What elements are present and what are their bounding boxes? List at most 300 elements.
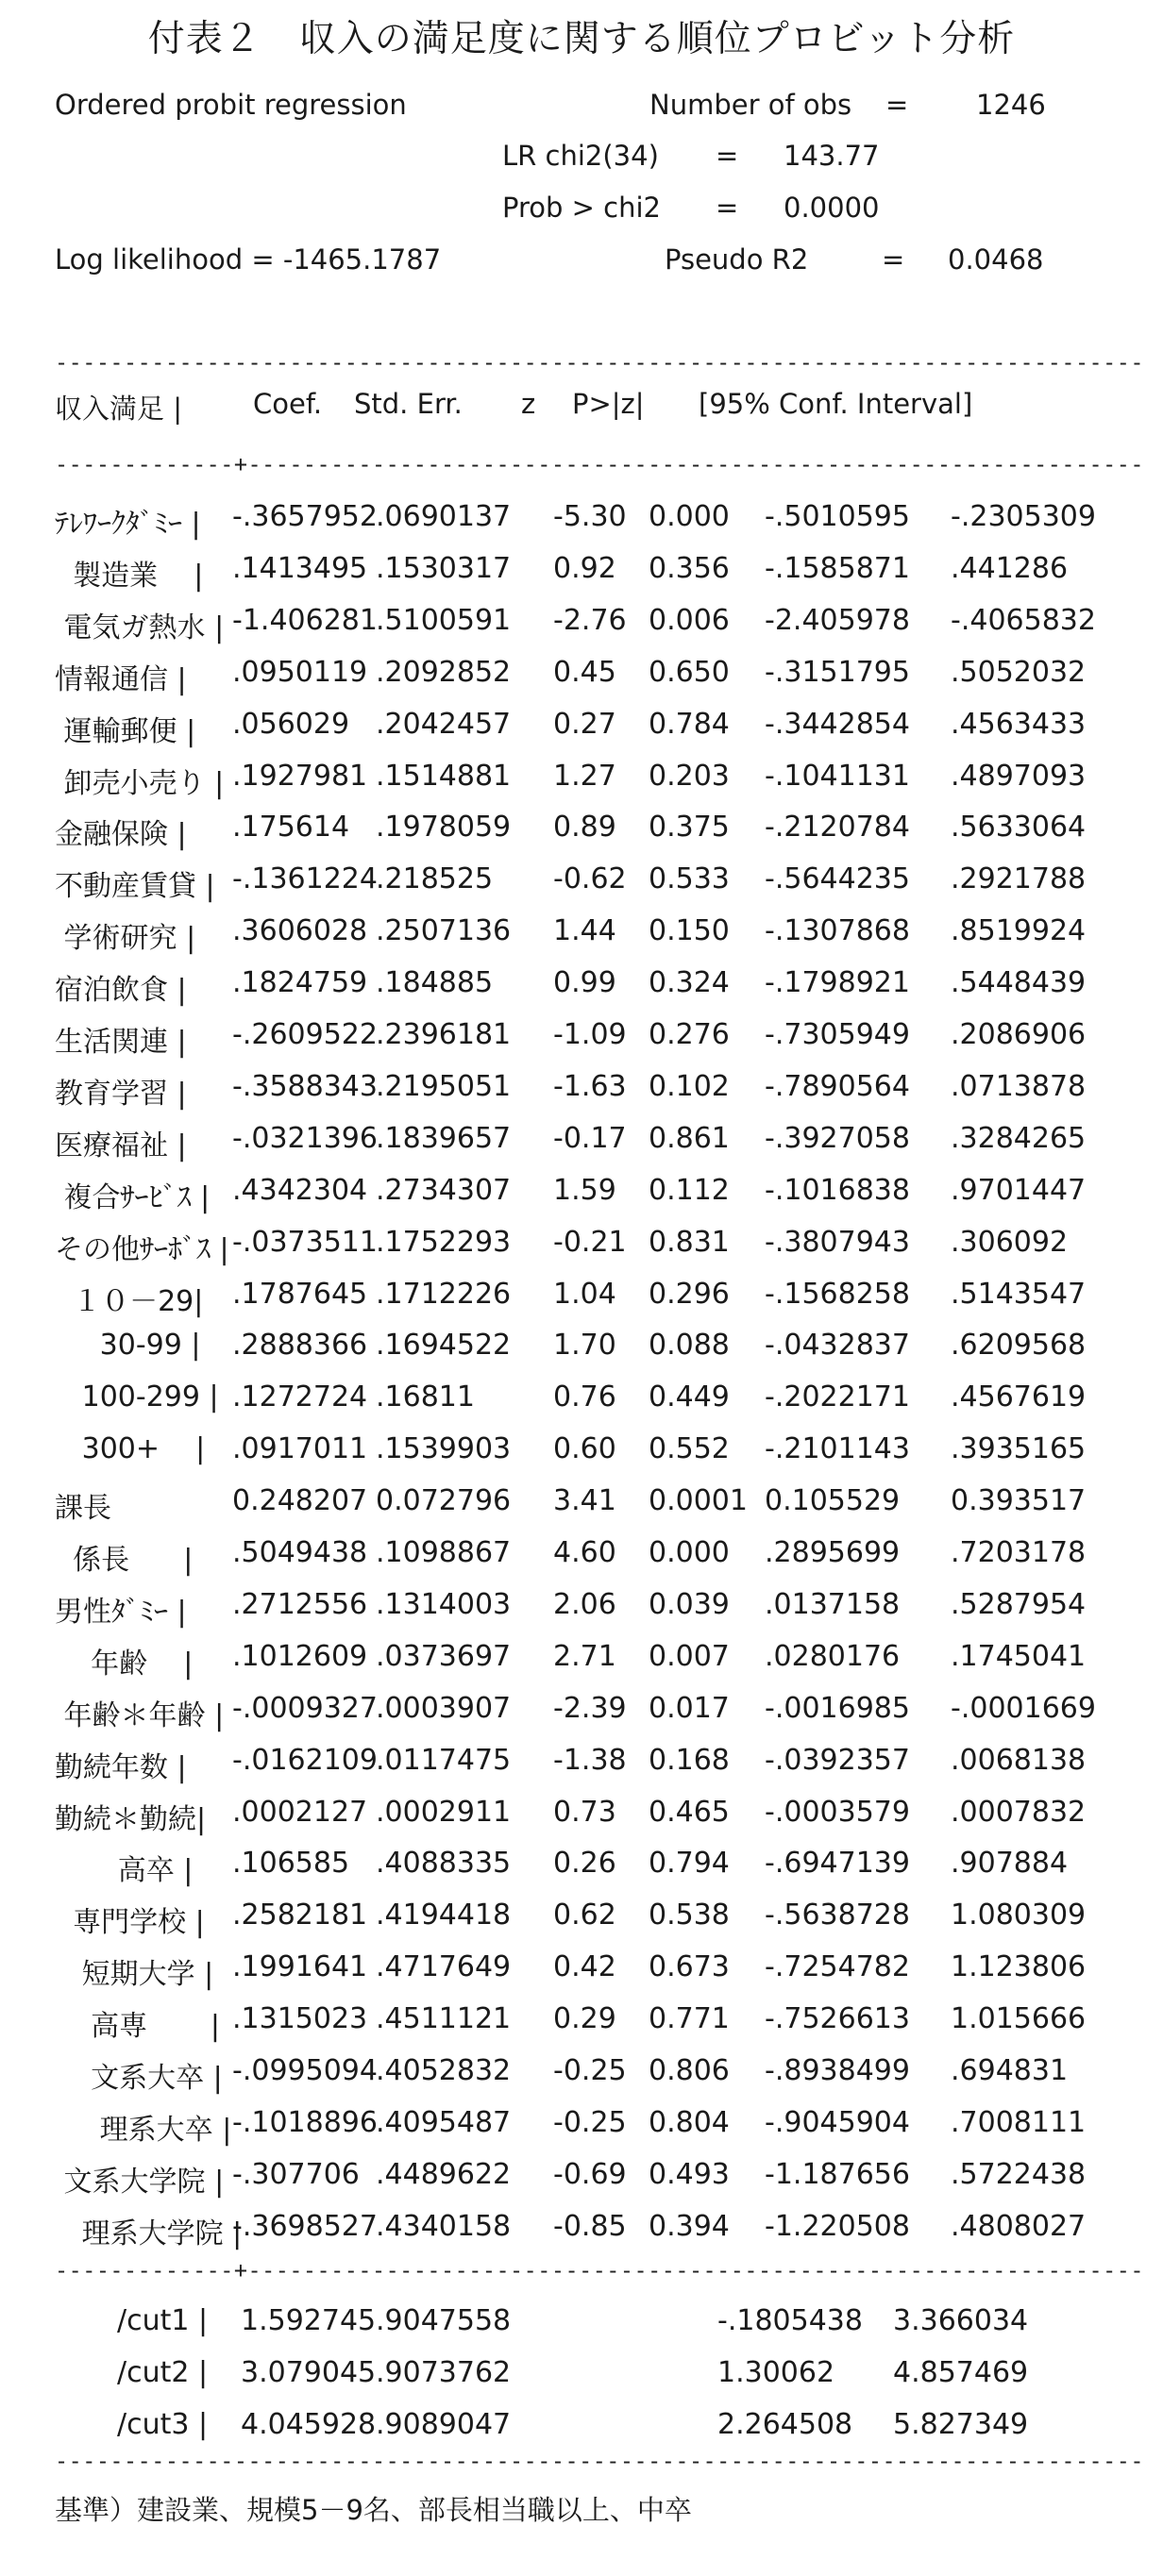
table-row bbox=[0, 1226, 1163, 1277]
ci-high-cell: .0713878 bbox=[951, 1069, 1087, 1103]
p-cell: 0.203 bbox=[649, 759, 730, 793]
ci-low-cell: -.1798921 bbox=[765, 966, 910, 1000]
table-row bbox=[0, 1174, 1163, 1225]
table-row bbox=[0, 500, 1163, 551]
row-label: 不動産賃貸 | bbox=[55, 870, 215, 904]
z-cell: 3.41 bbox=[553, 1484, 616, 1518]
se-cell: .4511121 bbox=[376, 2002, 512, 2036]
se-cell: .1978059 bbox=[376, 811, 512, 845]
table-row bbox=[0, 1278, 1163, 1329]
row-label: １０－29| bbox=[55, 1284, 204, 1318]
row-label: 男性ﾀﾞﾐｰ | bbox=[55, 1595, 187, 1629]
p-cell: 0.493 bbox=[649, 2157, 730, 2191]
se-cell: .2092852 bbox=[376, 655, 512, 689]
row-label: 学術研究 | bbox=[55, 922, 196, 956]
p-cell: 0.017 bbox=[649, 1691, 730, 1725]
coef-cell: .175614 bbox=[232, 811, 350, 845]
table-row bbox=[0, 966, 1163, 1017]
se-cell: .2396181 bbox=[376, 1018, 512, 1051]
ci-low-cell: -.7254782 bbox=[765, 1950, 910, 1984]
p-cell: 0.394 bbox=[649, 2209, 730, 2243]
se-cell: .4489622 bbox=[376, 2157, 512, 2191]
ci-low-cell: -.1307868 bbox=[765, 914, 910, 948]
ci-high-cell: .7008111 bbox=[951, 2105, 1087, 2139]
z-cell: 0.73 bbox=[553, 1795, 616, 1829]
ci-high-cell: .5722438 bbox=[951, 2157, 1087, 2191]
ci-low-cell: -.1016838 bbox=[765, 1173, 910, 1207]
p-cell: 0.650 bbox=[649, 655, 730, 689]
se-cell: .4052832 bbox=[376, 2054, 512, 2087]
ci-high-cell: 1.123806 bbox=[951, 1950, 1087, 1984]
coef-cell: -.3698527 bbox=[232, 2209, 378, 2243]
coef-cell: 1.592745 bbox=[241, 2304, 377, 2337]
ci-low-cell: .2895699 bbox=[765, 1536, 901, 1569]
se-cell: .9073762 bbox=[376, 2356, 512, 2389]
coef-cell: .3606028 bbox=[232, 914, 368, 948]
cut-label: /cut2 | bbox=[117, 2356, 209, 2389]
se-cell: .1839657 bbox=[376, 1121, 512, 1155]
coef-cell: -.1361224 bbox=[232, 862, 378, 896]
coef-cell: .0950119 bbox=[232, 655, 368, 689]
p-cell: 0.552 bbox=[649, 1432, 730, 1466]
ci-low-cell: -.5638728 bbox=[765, 1899, 910, 1932]
table-row bbox=[0, 1692, 1163, 1743]
row-label: 理系大卒 | bbox=[55, 2113, 232, 2147]
ci-high-cell: .3935165 bbox=[951, 1432, 1087, 1466]
p-cell: 0.168 bbox=[649, 1743, 730, 1777]
ci-high-cell: .0007832 bbox=[951, 1795, 1087, 1829]
coef-cell: .1272724 bbox=[232, 1380, 368, 1414]
table-row bbox=[0, 1329, 1163, 1380]
z-cell: 2.06 bbox=[553, 1587, 616, 1621]
table-row bbox=[0, 1018, 1163, 1069]
ci-high-cell: .4563433 bbox=[951, 707, 1087, 741]
se-cell: .1712226 bbox=[376, 1277, 512, 1311]
table-row bbox=[0, 708, 1163, 759]
row-label: 理系大学院 | bbox=[55, 2216, 243, 2250]
se-cell: .2042457 bbox=[376, 707, 512, 741]
ci-low-cell: -1.220508 bbox=[765, 2209, 910, 2243]
separator-header: -------------+----------------------------------------------------------------- bbox=[55, 451, 1144, 477]
row-label: 電気ガ熱水 | bbox=[55, 611, 225, 644]
ci-low-cell: -.3927058 bbox=[765, 1121, 910, 1155]
se-cell: .9047558 bbox=[376, 2304, 512, 2337]
table-row bbox=[0, 1950, 1163, 2001]
p-cell: 0.861 bbox=[649, 1121, 730, 1155]
ci-high-cell: .441286 bbox=[951, 551, 1069, 585]
z-cell: -1.63 bbox=[553, 1069, 627, 1103]
z-cell: 2.71 bbox=[553, 1639, 616, 1673]
p-cell: 0.296 bbox=[649, 1277, 730, 1311]
ci-low-cell: -.5010595 bbox=[765, 500, 910, 533]
row-label: 宿泊飲食 | bbox=[55, 974, 187, 1008]
table-row bbox=[0, 1432, 1163, 1483]
z-cell: 0.76 bbox=[553, 1380, 616, 1414]
z-cell: -2.39 bbox=[553, 1691, 627, 1725]
ci-high-cell: .5633064 bbox=[951, 811, 1087, 845]
lr-label: LR chi2(34) bbox=[502, 140, 659, 172]
p-cell: 0.000 bbox=[649, 500, 730, 533]
table-row bbox=[0, 656, 1163, 707]
coef-cell: .5049438 bbox=[232, 1536, 368, 1569]
ci-low-cell: -.0016985 bbox=[765, 1691, 910, 1725]
ci-high-cell: .3284265 bbox=[951, 1121, 1087, 1155]
cut-label: /cut3 | bbox=[117, 2408, 209, 2441]
ci-high-cell: .9701447 bbox=[951, 1173, 1087, 1207]
row-label: 卸売小売り | bbox=[55, 766, 225, 800]
table-row bbox=[0, 2158, 1163, 2209]
ci-high-cell: 1.015666 bbox=[951, 2002, 1087, 2036]
prob-value: 0.0000 bbox=[784, 192, 880, 224]
ci-high-cell: -.0001669 bbox=[951, 1691, 1096, 1725]
table-row bbox=[0, 1588, 1163, 1639]
p-cell: 0.533 bbox=[649, 862, 730, 896]
ci-high-cell: 4.857469 bbox=[893, 2356, 1029, 2389]
coef-cell: -.3657952 bbox=[232, 500, 378, 533]
se-cell: .1694522 bbox=[376, 1329, 512, 1363]
ci-low-cell: -.2120784 bbox=[765, 811, 910, 845]
row-label: 情報通信 | bbox=[55, 662, 187, 696]
row-label: 複合ｻｰﾋﾞｽ | bbox=[55, 1180, 211, 1214]
p-cell: 0.006 bbox=[649, 603, 730, 637]
ci-high-cell: .2921788 bbox=[951, 862, 1087, 896]
z-cell: -0.17 bbox=[553, 1121, 627, 1155]
se-cell: .1752293 bbox=[376, 1225, 512, 1259]
ci-low-cell: -.8938499 bbox=[765, 2054, 910, 2087]
ci-low-cell: -.0432837 bbox=[765, 1329, 910, 1363]
z-cell: 0.92 bbox=[553, 551, 616, 585]
ci-high-cell: .5287954 bbox=[951, 1587, 1087, 1621]
table-row bbox=[0, 1484, 1163, 1535]
r2-value: 0.0468 bbox=[948, 243, 1044, 276]
coef-cell: 3.079045 bbox=[241, 2356, 377, 2389]
ci-high-cell: 0.393517 bbox=[951, 1484, 1087, 1518]
loglik-label: Log likelihood = -1465.1787 bbox=[55, 243, 442, 276]
p-cell: 0.673 bbox=[649, 1950, 730, 1984]
ci-low-cell: 1.30062 bbox=[717, 2356, 835, 2389]
coef-cell: -.0162109 bbox=[232, 1743, 378, 1777]
row-label: 文系大学院 | bbox=[55, 2165, 225, 2199]
prob-eq: = bbox=[716, 192, 739, 224]
se-cell: .1514881 bbox=[376, 759, 512, 793]
z-cell: 1.44 bbox=[553, 914, 616, 948]
separator-cuts: -------------+----------------------------------------------------------------- bbox=[55, 2257, 1144, 2283]
se-cell: .184885 bbox=[376, 966, 494, 1000]
col-coef: Coef. bbox=[253, 388, 323, 420]
ci-low-cell: -.1585871 bbox=[765, 551, 910, 585]
ci-high-cell: .4897093 bbox=[951, 759, 1087, 793]
z-cell: 4.60 bbox=[553, 1536, 616, 1569]
row-label: 金融保険 | bbox=[55, 818, 187, 852]
coef-cell: -1.406281 bbox=[232, 603, 378, 637]
coef-cell: -.307706 bbox=[232, 2157, 360, 2191]
ci-high-cell: .306092 bbox=[951, 1225, 1069, 1259]
z-cell: 1.04 bbox=[553, 1277, 616, 1311]
z-cell: 1.27 bbox=[553, 759, 616, 793]
p-cell: 0.794 bbox=[649, 1847, 730, 1881]
lr-value: 143.77 bbox=[784, 140, 880, 172]
coef-cell: 4.045928 bbox=[241, 2408, 377, 2441]
ci-low-cell: 2.264508 bbox=[717, 2408, 853, 2441]
se-cell: .0002911 bbox=[376, 1795, 512, 1829]
col-var: 収入満足 | bbox=[55, 393, 182, 425]
row-label: 勤続年数 | bbox=[55, 1750, 187, 1784]
ci-high-cell: 1.080309 bbox=[951, 1899, 1087, 1932]
coef-cell: -.0373511 bbox=[232, 1225, 378, 1259]
cut-row bbox=[0, 2356, 1163, 2407]
baseline-note: 基準）建設業、規模5－9名、部長相当職以上、中卒 bbox=[55, 2494, 692, 2526]
coef-cell: .1927981 bbox=[232, 759, 368, 793]
z-cell: 0.60 bbox=[553, 1432, 616, 1466]
ci-high-cell: .5052032 bbox=[951, 655, 1087, 689]
col-z: z bbox=[521, 388, 536, 420]
z-cell: 0.99 bbox=[553, 966, 616, 1000]
se-cell: .4194418 bbox=[376, 1899, 512, 1932]
col-ci: [95% Conf. Interval] bbox=[699, 388, 973, 420]
z-cell: 1.59 bbox=[553, 1173, 616, 1207]
coef-cell: -.0009327 bbox=[232, 1691, 378, 1725]
table-row bbox=[0, 1070, 1163, 1121]
ci-high-cell: .0068138 bbox=[951, 1743, 1087, 1777]
z-cell: -0.25 bbox=[553, 2054, 627, 2087]
row-label: 課長 bbox=[55, 1492, 111, 1526]
cut-row bbox=[0, 2304, 1163, 2355]
se-cell: .0117475 bbox=[376, 1743, 512, 1777]
ci-high-cell: .694831 bbox=[951, 2054, 1069, 2087]
separator-bottom: ------------------------------------------------------------------------------- bbox=[55, 2448, 1144, 2474]
table-row bbox=[0, 2002, 1163, 2053]
coef-cell: -.1018896 bbox=[232, 2105, 378, 2139]
row-label: 係長 | bbox=[55, 1544, 194, 1577]
ci-low-cell: -.5644235 bbox=[765, 862, 910, 896]
se-cell: .5100591 bbox=[376, 603, 512, 637]
table-row bbox=[0, 1122, 1163, 1173]
ci-low-cell: .0280176 bbox=[765, 1639, 901, 1673]
row-label: ﾃﾚﾜｰｸﾀﾞﾐｰ | bbox=[55, 508, 201, 541]
p-cell: 0.356 bbox=[649, 551, 730, 585]
ci-high-cell: .1745041 bbox=[951, 1639, 1087, 1673]
p-cell: 0.150 bbox=[649, 914, 730, 948]
lr-eq: = bbox=[716, 140, 739, 172]
se-cell: .4717649 bbox=[376, 1950, 512, 1984]
ci-low-cell: 0.105529 bbox=[765, 1484, 901, 1518]
table-row bbox=[0, 1744, 1163, 1795]
z-cell: 0.29 bbox=[553, 2002, 616, 2036]
ci-low-cell: -.2022171 bbox=[765, 1380, 910, 1414]
ci-low-cell: -2.405978 bbox=[765, 603, 910, 637]
ci-high-cell: 3.366034 bbox=[893, 2304, 1029, 2337]
z-cell: -5.30 bbox=[553, 500, 627, 533]
coef-cell: .2712556 bbox=[232, 1587, 368, 1621]
ci-low-cell: -.3807943 bbox=[765, 1225, 910, 1259]
ci-high-cell: .7203178 bbox=[951, 1536, 1087, 1569]
row-label: 年齢 | bbox=[55, 1647, 194, 1681]
se-cell: .4340158 bbox=[376, 2209, 512, 2243]
p-cell: 0.375 bbox=[649, 811, 730, 845]
p-cell: 0.465 bbox=[649, 1795, 730, 1829]
row-label: 30-99 | bbox=[55, 1329, 201, 1363]
row-label: 高卒 | bbox=[55, 1854, 194, 1888]
table-row bbox=[0, 2106, 1163, 2157]
table-row bbox=[0, 2210, 1163, 2261]
ci-high-cell: .5448439 bbox=[951, 966, 1087, 1000]
row-label: 生活関連 | bbox=[55, 1026, 187, 1059]
z-cell: 0.27 bbox=[553, 707, 616, 741]
se-cell: .1314003 bbox=[376, 1587, 512, 1621]
row-label: 医療福祉 | bbox=[55, 1129, 187, 1163]
ci-high-cell: .907884 bbox=[951, 1847, 1069, 1881]
ci-low-cell: -.7526613 bbox=[765, 2002, 910, 2036]
coef-cell: .2582181 bbox=[232, 1899, 368, 1932]
row-label: 勤続＊勤続| bbox=[55, 1802, 207, 1836]
coef-cell: -.0995094 bbox=[232, 2054, 378, 2087]
ci-low-cell: -.1568258 bbox=[765, 1277, 910, 1311]
table-row bbox=[0, 914, 1163, 965]
z-cell: 0.89 bbox=[553, 811, 616, 845]
se-cell: .1098867 bbox=[376, 1536, 512, 1569]
ci-low-cell: .0137158 bbox=[765, 1587, 901, 1621]
p-cell: 0.102 bbox=[649, 1069, 730, 1103]
nobs-label: Number of obs bbox=[649, 89, 852, 121]
ci-high-cell: -.4065832 bbox=[951, 603, 1096, 637]
row-label: 運輸郵便 | bbox=[55, 714, 196, 748]
ci-low-cell: -.3151795 bbox=[765, 655, 910, 689]
z-cell: 0.45 bbox=[553, 655, 616, 689]
ci-high-cell: .8519924 bbox=[951, 914, 1087, 948]
table-row bbox=[0, 1640, 1163, 1691]
table-row bbox=[0, 1536, 1163, 1587]
row-label: 専門学校 | bbox=[55, 1906, 205, 1940]
coef-cell: .1824759 bbox=[232, 966, 368, 1000]
z-cell: -0.85 bbox=[553, 2209, 627, 2243]
z-cell: -1.38 bbox=[553, 1743, 627, 1777]
row-label: 300+ | bbox=[55, 1432, 206, 1466]
table-row bbox=[0, 760, 1163, 811]
se-cell: .16811 bbox=[376, 1380, 475, 1414]
se-cell: .218525 bbox=[376, 862, 494, 896]
z-cell: 0.42 bbox=[553, 1950, 616, 1984]
se-cell: .0003907 bbox=[376, 1691, 512, 1725]
table-row bbox=[0, 1847, 1163, 1898]
ci-high-cell: -.2305309 bbox=[951, 500, 1096, 533]
p-cell: 0.806 bbox=[649, 2054, 730, 2087]
se-cell: .1539903 bbox=[376, 1432, 512, 1466]
table-row bbox=[0, 811, 1163, 861]
coef-cell: .1413495 bbox=[232, 551, 368, 585]
col-p: P>|z| bbox=[572, 388, 645, 420]
z-cell: -2.76 bbox=[553, 603, 627, 637]
z-cell: -0.21 bbox=[553, 1225, 627, 1259]
ci-low-cell: -.0003579 bbox=[765, 1795, 910, 1829]
se-cell: .4095487 bbox=[376, 2105, 512, 2139]
row-label: 文系大卒 | bbox=[55, 2062, 223, 2095]
z-cell: -1.09 bbox=[553, 1018, 627, 1051]
p-cell: 0.771 bbox=[649, 2002, 730, 2036]
table-row bbox=[0, 552, 1163, 603]
prob-label: Prob > chi2 bbox=[502, 192, 661, 224]
ci-high-cell: .5143547 bbox=[951, 1277, 1087, 1311]
coef-cell: .056029 bbox=[232, 707, 350, 741]
coef-cell: .4342304 bbox=[232, 1173, 368, 1207]
row-label: 教育学習 | bbox=[55, 1077, 187, 1111]
ci-low-cell: -.9045904 bbox=[765, 2105, 910, 2139]
ci-low-cell: -.3442854 bbox=[765, 707, 910, 741]
se-cell: .1530317 bbox=[376, 551, 512, 585]
row-label: その他ｻｰﾎﾞｽ | bbox=[55, 1232, 229, 1266]
z-cell: -0.25 bbox=[553, 2105, 627, 2139]
coef-cell: .1012609 bbox=[232, 1639, 368, 1673]
ci-low-cell: -.0392357 bbox=[765, 1743, 910, 1777]
row-label: 製造業 | bbox=[55, 559, 204, 593]
se-cell: .2734307 bbox=[376, 1173, 512, 1207]
coef-cell: .1315023 bbox=[232, 2002, 368, 2036]
row-label: 短期大学 | bbox=[55, 1958, 214, 1992]
ci-low-cell: -.2101143 bbox=[765, 1432, 910, 1466]
table-row bbox=[0, 604, 1163, 655]
se-cell: 0.072796 bbox=[376, 1484, 512, 1518]
col-se: Std. Err. bbox=[354, 388, 463, 420]
row-label: 年齢＊年齢 | bbox=[55, 1698, 225, 1732]
p-cell: 0.0001 bbox=[649, 1484, 748, 1518]
se-cell: .4088335 bbox=[376, 1847, 512, 1881]
table-row bbox=[0, 1899, 1163, 1949]
ci-high-cell: .4808027 bbox=[951, 2209, 1087, 2243]
ci-high-cell: 5.827349 bbox=[893, 2408, 1029, 2441]
ci-high-cell: .2086906 bbox=[951, 1018, 1087, 1051]
z-cell: 1.70 bbox=[553, 1329, 616, 1363]
separator-top: ------------------------------------------------------------------------------- bbox=[55, 349, 1144, 376]
ci-low-cell: -1.187656 bbox=[765, 2157, 910, 2191]
row-label: 100-299 | bbox=[55, 1380, 219, 1414]
ci-high-cell: .4567619 bbox=[951, 1380, 1087, 1414]
z-cell: 0.26 bbox=[553, 1847, 616, 1881]
p-cell: 0.088 bbox=[649, 1329, 730, 1363]
ci-low-cell: -.6947139 bbox=[765, 1847, 910, 1881]
se-cell: .9089047 bbox=[376, 2408, 512, 2441]
coef-cell: .1991641 bbox=[232, 1950, 368, 1984]
se-cell: .2507136 bbox=[376, 914, 512, 948]
z-cell: -0.62 bbox=[553, 862, 627, 896]
p-cell: 0.538 bbox=[649, 1899, 730, 1932]
p-cell: 0.831 bbox=[649, 1225, 730, 1259]
coef-cell: .0917011 bbox=[232, 1432, 368, 1466]
coef-cell: .106585 bbox=[232, 1847, 350, 1881]
p-cell: 0.324 bbox=[649, 966, 730, 1000]
ci-low-cell: -.1041131 bbox=[765, 759, 910, 793]
table-title: 付表２ 収入の満足度に関する順位プロビット分析 bbox=[147, 18, 1016, 60]
se-cell: .2195051 bbox=[376, 1069, 512, 1103]
coef-cell: -.3588343 bbox=[232, 1069, 378, 1103]
row-label: 高専 | bbox=[55, 2010, 221, 2044]
model-name: Ordered probit regression bbox=[55, 89, 407, 121]
table-row bbox=[0, 862, 1163, 913]
coef-cell: -.0321396 bbox=[232, 1121, 378, 1155]
table-row bbox=[0, 2054, 1163, 2105]
z-cell: 0.62 bbox=[553, 1899, 616, 1932]
p-cell: 0.112 bbox=[649, 1173, 730, 1207]
nobs-value: 1246 bbox=[976, 89, 1046, 121]
nobs-eq: = bbox=[885, 89, 909, 121]
p-cell: 0.000 bbox=[649, 1536, 730, 1569]
z-cell: -0.69 bbox=[553, 2157, 627, 2191]
p-cell: 0.784 bbox=[649, 707, 730, 741]
coef-cell: -.2609522 bbox=[232, 1018, 378, 1051]
se-cell: .0373697 bbox=[376, 1639, 512, 1673]
p-cell: 0.449 bbox=[649, 1380, 730, 1414]
se-cell: .0690137 bbox=[376, 500, 512, 533]
ci-low-cell: -.7305949 bbox=[765, 1018, 910, 1051]
ci-low-cell: -.7890564 bbox=[765, 1069, 910, 1103]
